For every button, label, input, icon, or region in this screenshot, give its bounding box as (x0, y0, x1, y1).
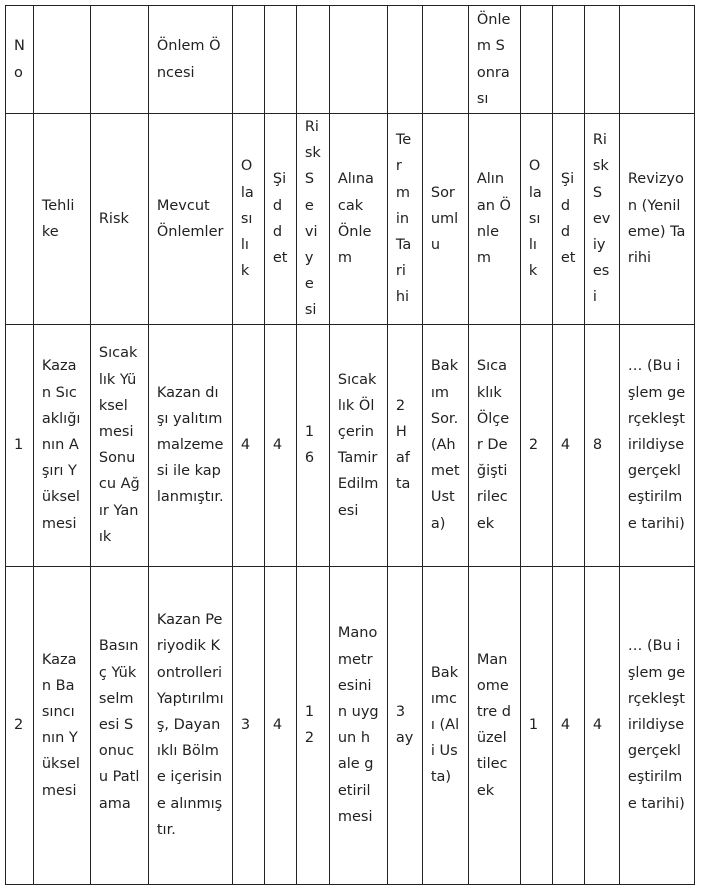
cell-hazard: Kazan Sıcaklığının Aşırı Yükselmesi (33, 324, 90, 566)
cell-existing-measures: Kazan dışı yalıtım malzemesi ile kaplanmıştır. (148, 324, 232, 566)
cell-severity: 4 (264, 324, 296, 566)
cell-risk-level-after: 8 (584, 324, 619, 566)
cell-severity: 4 (264, 566, 296, 884)
header-empty (422, 6, 468, 114)
cell-measure-to-take: Sıcaklık Ölçerin Tamir Edilmesi (329, 324, 387, 566)
header-row-2 (6, 114, 695, 325)
cell-revision-date: … (Bu işlem gerçekleştirildiyse gerçekleştirilme tarihi) (619, 566, 694, 884)
table-row (6, 324, 695, 566)
cell-measure-taken: Manometre düzeltilecek (468, 566, 520, 884)
table-row (6, 566, 695, 884)
header-no: No (6, 6, 34, 114)
cell-revision-date: … (Bu işlem gerçekleştirildiyse gerçekleştirilme tarihi) (619, 324, 694, 566)
cell-no: 1 (6, 324, 34, 566)
header-empty (296, 6, 329, 114)
cell-risk-level: 12 (296, 566, 329, 884)
header-before-measures: Önlem Öncesi (148, 6, 232, 114)
header-empty (329, 6, 387, 114)
header-severity-after: Şiddet (552, 114, 584, 325)
header-revision-date: Revizyon (Yenileme) Tarihi (619, 114, 694, 325)
header-measure-taken: Alınan Önlem (468, 114, 520, 325)
header-empty (6, 114, 34, 325)
cell-severity-after: 4 (552, 324, 584, 566)
cell-risk-level-after: 4 (584, 566, 619, 884)
header-empty (90, 6, 148, 114)
cell-probability-after: 2 (520, 324, 552, 566)
header-measure-to-take: Alınacak Önlem (329, 114, 387, 325)
risk-assessment-table (5, 5, 695, 885)
cell-probability: 4 (232, 324, 264, 566)
cell-measure-taken: Sıcaklık Ölçer Değiştirilecek (468, 324, 520, 566)
cell-due-date: 3 ay (387, 566, 422, 884)
header-existing-measures: Mevcut Önlemler (148, 114, 232, 325)
cell-due-date: 2 Hafta (387, 324, 422, 566)
header-due-date: Termin Tarihi (387, 114, 422, 325)
header-risk-level: Risk Seviyesi (296, 114, 329, 325)
cell-risk-level: 16 (296, 324, 329, 566)
cell-probability-after: 1 (520, 566, 552, 884)
cell-existing-measures: Kazan Periyodik Kontrolleri Yaptırılmış, Dayanıklı Bölme içerisine alınmıştır. (148, 566, 232, 884)
header-responsible: Sorumlu (422, 114, 468, 325)
header-hazard: Tehlike (33, 114, 90, 325)
header-row-1 (6, 6, 695, 114)
cell-risk: Sıcaklık Yükselmesi Sonucu Ağır Yanık (90, 324, 148, 566)
cell-measure-to-take: Manometresinin uygun hale getirilmesi (329, 566, 387, 884)
header-empty (552, 6, 584, 114)
cell-severity-after: 4 (552, 566, 584, 884)
header-probability-after: Olasılık (520, 114, 552, 325)
header-empty (619, 6, 694, 114)
cell-no: 2 (6, 566, 34, 884)
header-empty (520, 6, 552, 114)
header-empty (232, 6, 264, 114)
header-severity: Şiddet (264, 114, 296, 325)
header-risk: Risk (90, 114, 148, 325)
header-risk-level-after: Risk Seviyesi (584, 114, 619, 325)
header-empty (387, 6, 422, 114)
cell-hazard: Kazan Basıncının Yükselmesi (33, 566, 90, 884)
cell-responsible: Bakım Sor. (Ahmet Usta) (422, 324, 468, 566)
cell-risk: Basınç Yükselmesi Sonucu Patlama (90, 566, 148, 884)
cell-probability: 3 (232, 566, 264, 884)
header-empty (264, 6, 296, 114)
header-empty (584, 6, 619, 114)
header-probability: Olasılık (232, 114, 264, 325)
header-after-measures: Önlem Sonrası (468, 6, 520, 114)
cell-responsible: Bakımcı (Ali Usta) (422, 566, 468, 884)
header-empty (33, 6, 90, 114)
